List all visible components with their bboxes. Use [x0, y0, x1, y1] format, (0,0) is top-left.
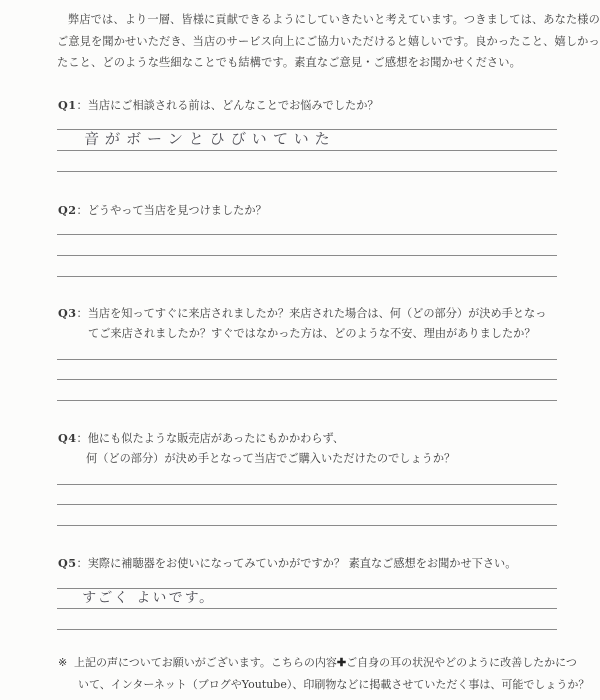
question-2 [58, 200, 267, 221]
plus-icon: ✚ [336, 656, 347, 669]
intro-line-2: ご意見を聞かせいただき、当店のサービス向上にご協力いただけると嬉しいです。良かったこと、嬉しかっ [57, 34, 600, 48]
question-separator: ： [76, 99, 88, 112]
question-text: どうやって当店を見つけましたか？ [87, 204, 267, 217]
answer-line [57, 255, 557, 256]
handwritten-answer-q5[interactable]: すごく よいです。 [81, 590, 216, 606]
answer-line [57, 276, 557, 277]
answer-line [57, 379, 557, 380]
intro-line-1: 弊店では、より一層、皆様に貢献できるようにしていきたいと考えています。つきましては、あなた様の [68, 13, 600, 26]
answer-line [57, 525, 557, 526]
question-4 [58, 428, 455, 469]
handwritten-answer-q1[interactable]: 音がボーンとひびいていた [83, 130, 337, 148]
reference-mark-icon: ※ [58, 656, 68, 669]
question-text-continuation: てご来店されましたか？すぐではなかった方は、どのような不安、理由がありましたか？ [88, 327, 536, 340]
answer-line [57, 359, 557, 360]
intro-line-3: たこと、どのような些細なことでも結構です。素直なご意見・ご感想をお聞かせください。 [57, 56, 521, 69]
answer-line [57, 484, 557, 485]
question-text: 当店を知ってすぐに来店されましたか？来店された場合は、何（どの部分）が決め手となっ [87, 307, 547, 320]
question-separator: ： [76, 557, 88, 570]
note-text-1a: 上記の声についてお願いがございます。こちらの内容 [74, 656, 337, 669]
question-number: Q1 [58, 98, 77, 112]
answer-line [57, 608, 557, 609]
question-number: Q4 [58, 431, 77, 445]
consent-note [58, 652, 589, 696]
intro-paragraph [57, 9, 600, 74]
note-text-2: いて、インターネット（ブログやYoutube）、印刷物などに掲載させていただく事は、可能でしょうか？ [78, 678, 590, 691]
question-separator: ： [76, 432, 88, 445]
answer-line [57, 234, 557, 235]
note-text-1b: ご自身の耳の状況やどのように改善したかにつ [346, 656, 577, 669]
question-number: Q5 [58, 556, 77, 570]
answer-line [57, 150, 557, 151]
answer-line [57, 171, 557, 172]
question-text-continuation: 何（どの部分）が決め手となって当店でご購入いただけたのでしょうか？ [86, 452, 456, 465]
question-5 [58, 553, 516, 574]
question-text: 実際に補聴器をお使いになってみていかがですか？ 素直なご感想をお聞かせ下さい。 [87, 557, 517, 570]
question-number: Q3 [58, 306, 77, 320]
question-separator: ： [76, 204, 88, 217]
answer-line [57, 504, 557, 505]
question-separator: ： [76, 307, 88, 320]
question-number: Q2 [58, 203, 77, 217]
answer-line [57, 629, 557, 630]
question-text: 他にも似たような販売店があったにもかかわらず、 [87, 432, 345, 445]
question-text: 当店にご相談される前は、どんなことでお悩みでしたか？ [87, 99, 379, 112]
question-1 [58, 95, 379, 116]
question-3 [58, 303, 546, 344]
answer-line [57, 400, 557, 401]
